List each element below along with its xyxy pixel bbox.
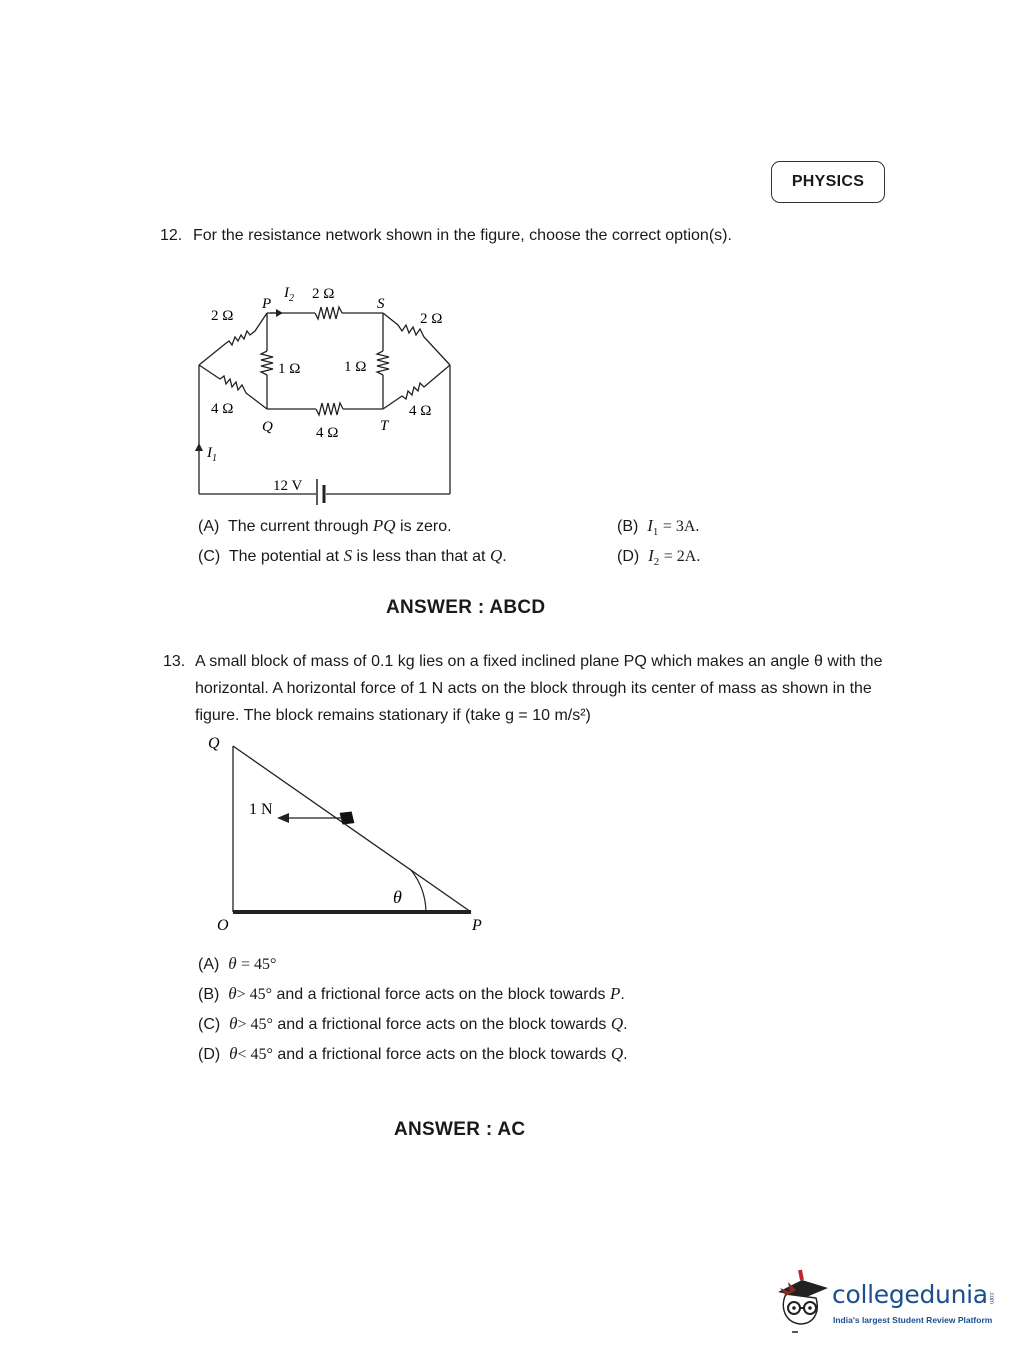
fig13-label-o: O bbox=[217, 917, 229, 934]
question-13-text: A small block of mass of 0.1 kg lies on a fixed inclined plane PQ which makes an angle θ with the horizontal. A horizontal force of 1 N acts on the block through its center of mass as shown in the figure. The block remains stationary if (take g = 10 m/s²) bbox=[195, 653, 883, 724]
q12-option-d: (D) $I_2 = 2A$. bbox=[617, 546, 701, 569]
q12-answer: ANSWER : ABCD bbox=[386, 597, 546, 618]
label-battery: 12 V bbox=[273, 478, 303, 494]
collegedunia-mascot-icon bbox=[772, 1266, 832, 1336]
question-12-text: For the resistance network shown in the figure, choose the correct option(s). bbox=[193, 227, 732, 244]
fig13-label-p: P bbox=[472, 917, 482, 934]
label-node-s: S bbox=[377, 296, 385, 312]
label-r-left-bottom: 4 Ω bbox=[211, 401, 234, 417]
question-13-number: 13. bbox=[163, 653, 186, 670]
label-node-q: Q bbox=[262, 419, 273, 435]
fig13-label-theta: θ bbox=[393, 887, 402, 907]
label-i1: $I_1$ bbox=[207, 445, 217, 464]
q12-option-c: (C) The potential at S is less than that at Q. bbox=[198, 546, 507, 565]
label-node-p: P bbox=[262, 296, 272, 312]
label-i2: $I_2$ bbox=[284, 285, 294, 304]
label-node-t: T bbox=[380, 418, 389, 434]
label-r-right-top: 2 Ω bbox=[420, 311, 443, 327]
label-r-pq: 1 Ω bbox=[278, 361, 301, 377]
q13-answer: ANSWER : AC bbox=[394, 1119, 526, 1140]
q13-option-b: (B) θ> 45° and a frictional force acts on the block towards P. bbox=[198, 984, 625, 1003]
question-12-number: 12. bbox=[160, 227, 183, 244]
brand-name: collegedunia bbox=[832, 1280, 988, 1309]
q13-option-c: (C) θ> 45° and a frictional force acts on the block towards Q. bbox=[198, 1014, 628, 1033]
fig13-label-force: 1 N bbox=[249, 801, 273, 818]
brand-tagline: India's largest Student Review Platform bbox=[833, 1315, 993, 1325]
fig13-label-q: Q bbox=[208, 735, 220, 752]
subject-badge: PHYSICS bbox=[771, 161, 885, 203]
q12-option-a: (A) The current through PQ is zero. bbox=[198, 516, 452, 535]
label-r-right-bottom: 4 Ω bbox=[409, 403, 432, 419]
label-r-st: 1 Ω bbox=[344, 359, 367, 375]
inclined-plane-figure bbox=[200, 728, 500, 938]
label-r-top: 2 Ω bbox=[312, 286, 335, 302]
label-r-bottom: 4 Ω bbox=[316, 425, 339, 441]
q13-option-d: (D) θ< 45° and a frictional force acts on the block towards Q. bbox=[198, 1044, 628, 1063]
brand-suffix: .com bbox=[988, 1291, 994, 1305]
circuit-figure bbox=[180, 275, 470, 505]
q12-option-b: (B) $I_1 = 3A$. bbox=[617, 516, 700, 539]
label-r-left-top: 2 Ω bbox=[211, 308, 234, 324]
q13-option-a: (A) θ = 45° bbox=[198, 954, 277, 973]
